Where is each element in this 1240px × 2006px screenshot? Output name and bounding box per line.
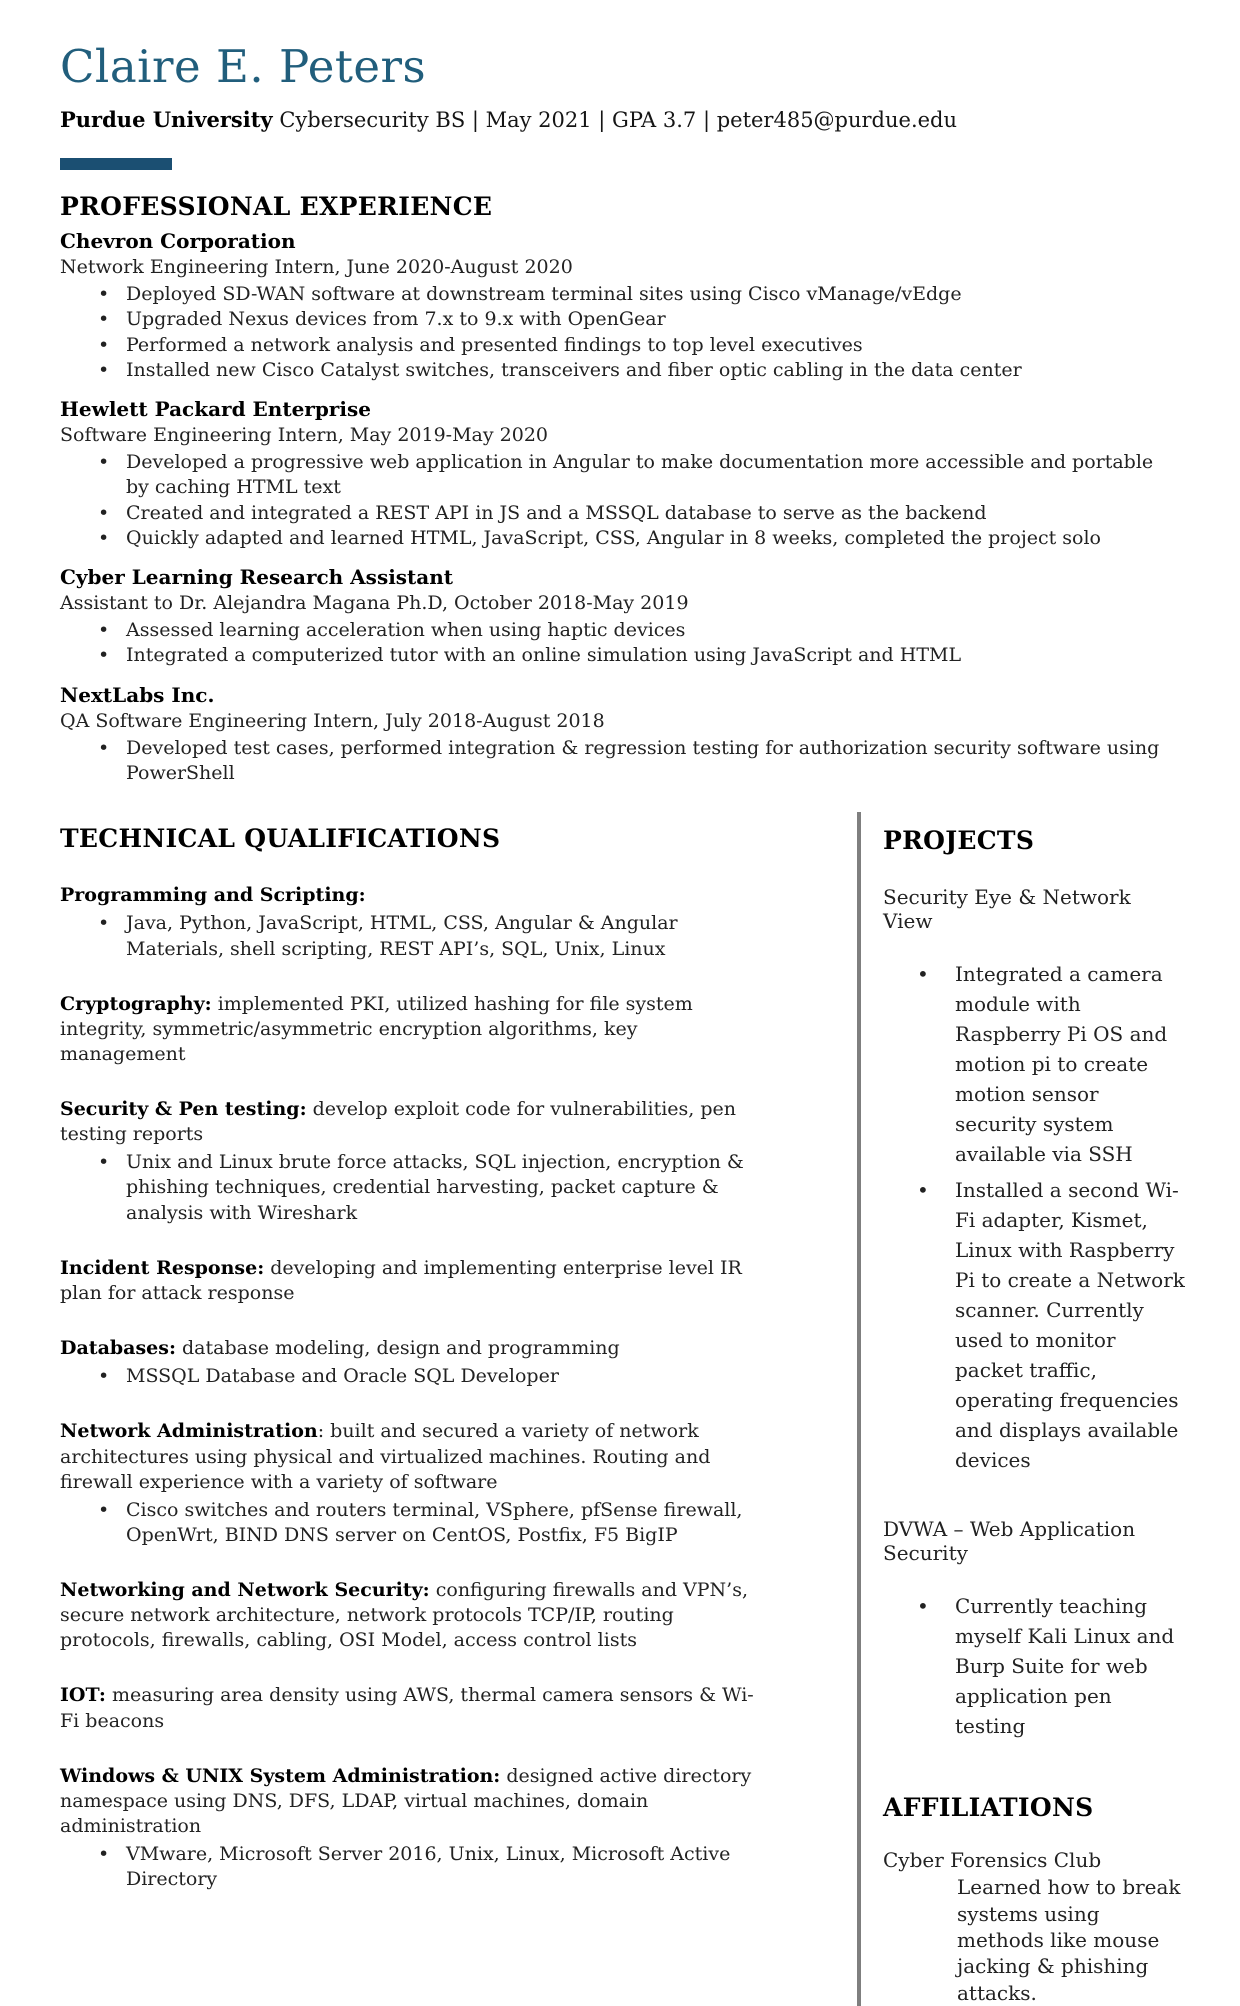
skill-label: Networking and Network Security: [60, 1579, 430, 1602]
job-bullets [60, 736, 1180, 787]
education-details: Cybersecurity BS | May 2021 | GPA 3.7 | peter485@purdue.edu [272, 108, 958, 132]
bullet-item: • Quickly adapted and learned HTML, JavaScript, CSS, Angular in 8 weeks, completed the project solo [60, 526, 1180, 551]
skill-group [60, 1097, 760, 1226]
school-name: Purdue University [60, 107, 273, 132]
job-role: QA Software Engineering Intern, July 2018-August 2018 [60, 709, 605, 732]
skill-label: Programming and Scripting: [60, 884, 366, 907]
projects-heading: PROJECTS [883, 826, 1035, 856]
skill-line [60, 1578, 760, 1653]
qualifications-heading: TECHNICAL QUALIFICATIONS [60, 824, 501, 854]
skill-bullets [60, 1498, 760, 1549]
skill-line [60, 883, 760, 908]
affiliation-description: Learned how to break systems using methods like mouse jacking & phishing attacks. [957, 1875, 1181, 2005]
bullet-item: • Assessed learning acceleration when using haptic devices [60, 618, 1180, 643]
qualifications-column [60, 812, 760, 2006]
skill-text: designed active directory namespace using DNS, DFS, LDAP, virtual machines, domain administration [60, 1764, 752, 1837]
skill-label: Incident Response: [60, 1256, 265, 1279]
job-entry [60, 683, 1180, 787]
affiliation-club: Cyber Forensics Club [883, 1848, 1102, 1873]
skill-line [60, 1097, 760, 1147]
skill-text: develop exploit code for vulnerabilities, pen testing reports [60, 1098, 737, 1146]
candidate-name: Claire E. Peters [60, 40, 427, 93]
skill-label: IOT: [60, 1684, 106, 1707]
company-name: Chevron Corporation [60, 229, 296, 253]
job-entry [60, 229, 1180, 383]
bullet-item: • Installed new Cisco Catalyst switches, transceivers and fiber optic cabling in the data center [60, 358, 1180, 383]
job-bullets [60, 282, 1180, 383]
skill-line [60, 1256, 760, 1306]
skill-bullets [60, 1364, 760, 1389]
skill-label: Windows & UNIX System Administration: [60, 1764, 501, 1787]
bullet-item: • Developed test cases, performed integration & regression testing for authorization security software using PowerShell [60, 736, 1180, 787]
company-name: Hewlett Packard Enterprise [60, 397, 371, 422]
job-bullets [60, 450, 1180, 551]
skill-text: developing and implementing enterprise level IR plan for attack response [60, 1256, 742, 1305]
skill-line [60, 1764, 760, 1839]
accent-bar [60, 158, 172, 170]
education-line [60, 107, 1180, 132]
bullet-item: • Developed a progressive web application in Angular to make documentation more accessible and portable by caching HTML text [60, 450, 1180, 501]
bullet-item: • Performed a network analysis and presented findings to top level executives [60, 333, 1180, 358]
skill-group [60, 1578, 760, 1653]
skill-group [60, 1336, 760, 1389]
skill-line [60, 1683, 760, 1733]
company-name: Cyber Learning Research Assistant [60, 565, 454, 590]
bullet-item: • Integrated a camera module with Raspberry Pi OS and motion pi to create motion sensor security system available via SSH [883, 959, 1185, 1169]
skill-group [60, 883, 760, 962]
company-name: NextLabs Inc. [60, 682, 215, 707]
projects-column [883, 812, 1185, 2006]
job-role: Software Engineering Intern, May 2019-May 2020 [60, 424, 549, 447]
skill-label: Databases: [60, 1337, 176, 1360]
bullet-item: • Cisco switches and routers terminal, VSphere, pfSense firewall, OpenWrt, BIND DNS server on CentOS, Postfix, F5 BigIP [60, 1498, 760, 1549]
two-column-section [60, 812, 1185, 2006]
job-entry [60, 565, 1180, 669]
bullet-item: • Deployed SD-WAN software at downstream terminal sites using Cisco vManage/vEdge [60, 282, 1180, 307]
skill-bullets [60, 1842, 760, 1893]
bullet-item: • Upgraded Nexus devices from 7.x to 9.x with OpenGear [60, 307, 1180, 332]
skill-bullets [60, 911, 760, 962]
job-role: Network Engineering Intern, June 2020-August 2020 [60, 256, 573, 278]
skill-line [60, 1336, 760, 1361]
skill-text: implemented PKI, utilized hashing for file system integrity, symmetric/asymmetric encryption algorithms, key management [60, 992, 693, 1065]
skill-group [60, 1764, 760, 1893]
skill-text: measuring area density using AWS, thermal camera sensors & Wi-Fi beacons [60, 1684, 754, 1732]
skill-group [60, 1683, 760, 1733]
skill-text: configuring firewalls and VPN’s, secure network architecture, network protocols TCP/IP, routing protocols, firewalls, cabling, OSI Model, access control lists [60, 1579, 748, 1652]
skill-label: Security & Pen testing: [60, 1098, 307, 1121]
bullet-item: • VMware, Microsoft Server 2016, Unix, Linux, Microsoft Active Directory [60, 1842, 760, 1893]
affiliations-heading: AFFILIATIONS [883, 1793, 1094, 1823]
skill-group [60, 1256, 760, 1306]
bullet-item: • Installed a second Wi-Fi adapter, Kismet, Linux with Raspberry Pi to create a Network scanner. Currently used to monitor packet traffic, operating frequencies and displays available devices [883, 1175, 1185, 1475]
bullet-item: • Unix and Linux brute force attacks, SQL injection, encryption & phishing techniques, credential harvesting, packet capture & analysis with Wireshark [60, 1150, 760, 1226]
skill-line [60, 1419, 760, 1494]
experience-section [60, 192, 1180, 786]
resume-header [60, 40, 1180, 170]
bullet-item: • Created and integrated a REST API in JS and a MSSQL database to serve as the backend [60, 501, 1180, 526]
skill-text: database modeling, design and programming [175, 1337, 620, 1360]
skill-label: Network Administration [60, 1420, 318, 1443]
column-divider [857, 812, 861, 2006]
project-bullets [883, 1591, 1185, 1741]
job-bullets [60, 618, 1180, 669]
project-title: Security Eye & Network View [883, 885, 1131, 934]
skill-group [60, 1419, 760, 1548]
project-title: DVWA – Web Application Security [883, 1517, 1136, 1566]
bullet-item: • Integrated a computerized tutor with an online simulation using JavaScript and HTML [60, 643, 1180, 668]
bullet-item: • Currently teaching myself Kali Linux and Burp Suite for web application pen testing [883, 1591, 1185, 1741]
skill-group [60, 992, 760, 1067]
bullet-item: • MSSQL Database and Oracle SQL Developer [60, 1364, 760, 1389]
skill-bullets [60, 1150, 760, 1226]
job-role: Assistant to Dr. Alejandra Magana Ph.D, October 2018-May 2019 [60, 592, 689, 615]
job-entry [60, 397, 1180, 551]
skill-line [60, 992, 760, 1067]
skill-text: : built and secured a variety of network architectures using physical and virtualized machines. Routing and firewall experience with a variety of software [60, 1420, 711, 1493]
skill-label: Cryptography: [60, 992, 212, 1015]
bullet-item: • Java, Python, JavaScript, HTML, CSS, Angular & Angular Materials, shell scripting, REST API’s, SQL, Unix, Linux [60, 911, 760, 962]
project-bullets [883, 959, 1185, 1475]
experience-heading: PROFESSIONAL EXPERIENCE [60, 192, 493, 221]
